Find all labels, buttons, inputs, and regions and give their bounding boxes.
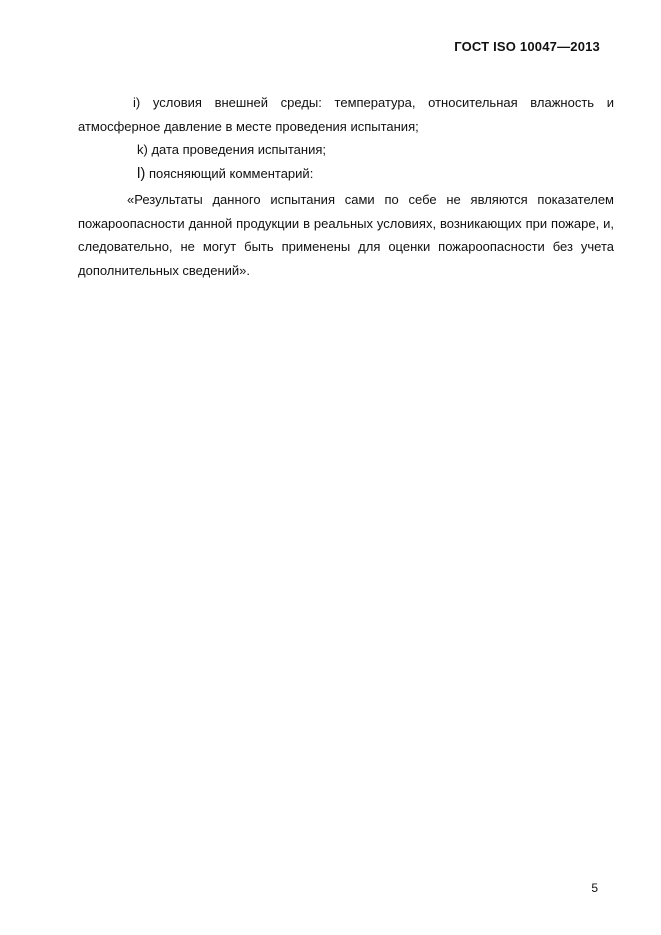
list-item-i: i) условия внешней среды: температура, относительная влажность и атмосферное давление в месте проведения испытания; [78, 95, 614, 134]
explanatory-quote: «Результаты данного испытания сами по себе не являются показателем пожароопасности данной продукции в реальных условиях, возникающих при пожаре, и, следовательно, не могут быть применены для оценки пожароопасности без учета дополнительных сведений». [78, 192, 614, 278]
list-item-l-text: поясняющий комментарий: [145, 165, 314, 181]
list-item-l-letter: l) [137, 164, 146, 182]
list-item-k: k) дата проведения испытания; [137, 142, 327, 157]
document-header: ГОСТ ISO 10047—2013 [454, 39, 600, 54]
list-item-l [78, 162, 614, 186]
page-number: 5 [591, 881, 598, 895]
document-body [78, 91, 614, 282]
